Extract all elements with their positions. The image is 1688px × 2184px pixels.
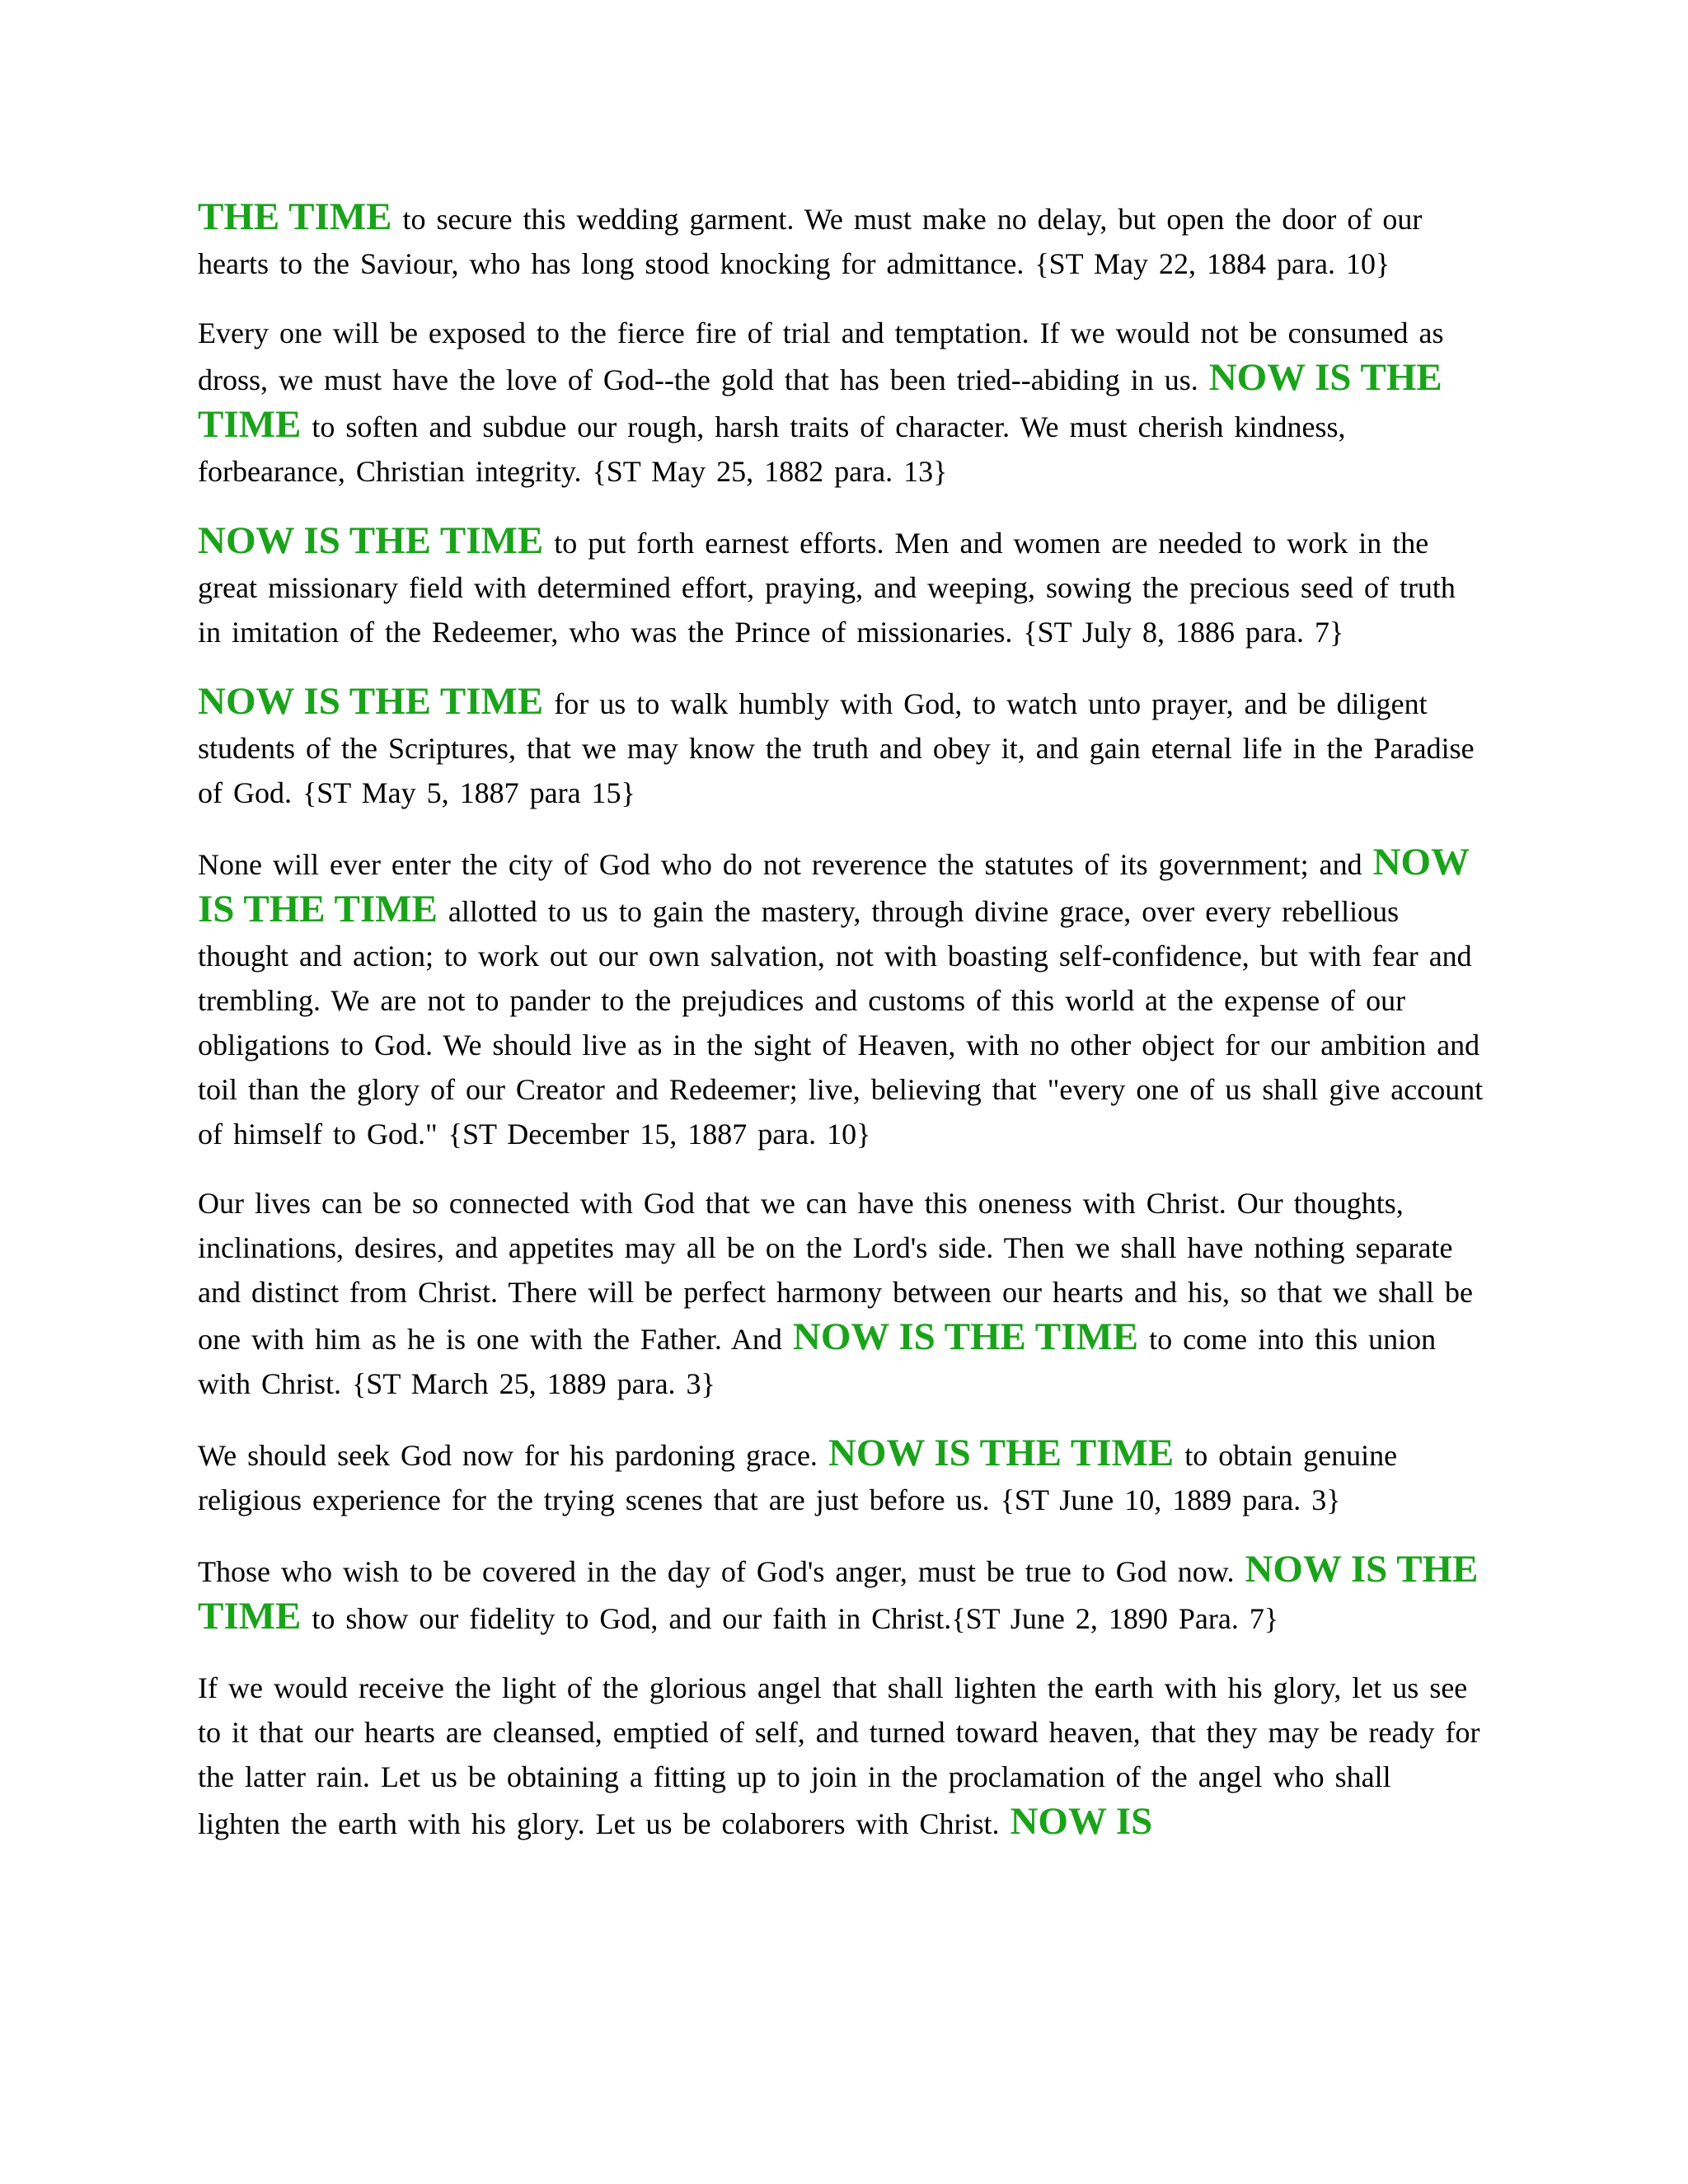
highlight-now-is-the-time: NOW IS THE TIME xyxy=(792,1315,1139,1358)
highlight-now-is: NOW IS xyxy=(1010,1800,1153,1843)
paragraph-text: If we would receive the light of the glorious angel that shall lighten the earth with his glory, let us see to it that our hearts are cleansed, emptied of self, and turned toward heaven, that they may be ready for the latter rain. Let us be obtaining a fitting up to join in the proclamation of the angel who shall lighten the earth with his glory. Let us be colaborers with Christ. xyxy=(198,1671,1480,1840)
highlight-now-is-the-time: NOW IS THE TIME xyxy=(828,1432,1175,1474)
paragraph-text: Those who wish to be covered in the day of God's anger, must be true to God now. xyxy=(198,1555,1245,1588)
paragraph-3 xyxy=(198,518,1484,654)
highlight-now-is-the-time: NOW IS THE TIME xyxy=(198,1548,1479,1638)
paragraph-text: to obtain genuine religious experience for the trying scenes that are just before us. {ST June 10, 1889 para. 3} xyxy=(198,1439,1398,1516)
paragraph-text: Our lives can be so connected with God that we can have this oneness with Christ. Our thoughts, inclinations, desires, and appetites may all be on the Lord's side. Then we shall have nothing separate and distinct from Christ. There will be perfect harmony between our hearts and his, so that we shall be one with him as he is one with the Father. And xyxy=(198,1187,1473,1356)
highlight-now-is-the-time: NOW IS THE TIME xyxy=(198,519,544,562)
highlight-now-is-the-time: NOW IS THE TIME xyxy=(198,356,1442,446)
paragraph-text: to put forth earnest efforts. Men and women are needed to work in the great missionary field with determined effort, praying, and weeping, sowing the precious seed of truth in imitation of the Redeemer, who was the Prince of missionaries. {ST July 8, 1886 para. 7} xyxy=(198,527,1456,649)
document-page xyxy=(198,194,1484,1871)
paragraph-7 xyxy=(198,1431,1484,1522)
paragraph-text: to soften and subdue our rough, harsh traits of character. We must cherish kindness, forbearance, Christian integrity. {ST May 25, 1882 para. 13} xyxy=(198,410,1346,488)
paragraph-text: Every one will be exposed to the fierce fire of trial and temptation. If we would not be consumed as dross, we must have the love of God--the gold that has been tried--abiding in us. xyxy=(198,316,1444,396)
paragraph-text: allotted to us to gain the mastery, through divine grace, over every rebellious thought and action; to work out our own salvation, not with boasting self-confidence, but with fear and trembling. We are not to pander to the prejudices and customs of this world at the expense of our obligations to God. We should live as in the sight of Heaven, with no other object for our ambition and toil than the glory of our Creator and Redeemer; live, believing that "every one of us shall give account of himself to God." {ST December 15, 1887 para. 10} xyxy=(198,895,1484,1151)
paragraph-9 xyxy=(198,1666,1484,1846)
paragraph-text: to secure this wedding garment. We must make no delay, but open the door of our hearts to the Saviour, who has long stood knocking for admittance. {ST May 22, 1884 para. 10} xyxy=(198,203,1423,280)
highlight-now-is-the-time: THE TIME xyxy=(198,195,392,238)
paragraph-4 xyxy=(198,679,1484,815)
paragraph-5 xyxy=(198,840,1484,1156)
paragraph-text: We should seek God now for his pardoning grace. xyxy=(198,1439,828,1472)
paragraph-text: to show our fidelity to God, and our faith in Christ.{ST June 2, 1890 Para. 7} xyxy=(301,1602,1279,1635)
highlight-now-is-the-time: NOW IS THE TIME xyxy=(198,680,544,723)
paragraph-text: to come into this union with Christ. {ST March 25, 1889 para. 3} xyxy=(198,1323,1437,1400)
paragraph-8 xyxy=(198,1547,1484,1641)
paragraph-text: for us to walk humbly with God, to watch unto prayer, and be diligent students of the Scriptures, that we may know the truth and obey it, and gain eternal life in the Paradise of God. {ST May 5, 1887 para 15} xyxy=(198,687,1475,809)
paragraph-text: None will ever enter the city of God who do not reverence the statutes of its government; and xyxy=(198,848,1373,881)
paragraph-1 xyxy=(198,194,1484,286)
paragraph-2 xyxy=(198,311,1484,494)
highlight-now-is-the-time: NOW IS THE TIME xyxy=(198,841,1470,930)
paragraph-6 xyxy=(198,1181,1484,1406)
